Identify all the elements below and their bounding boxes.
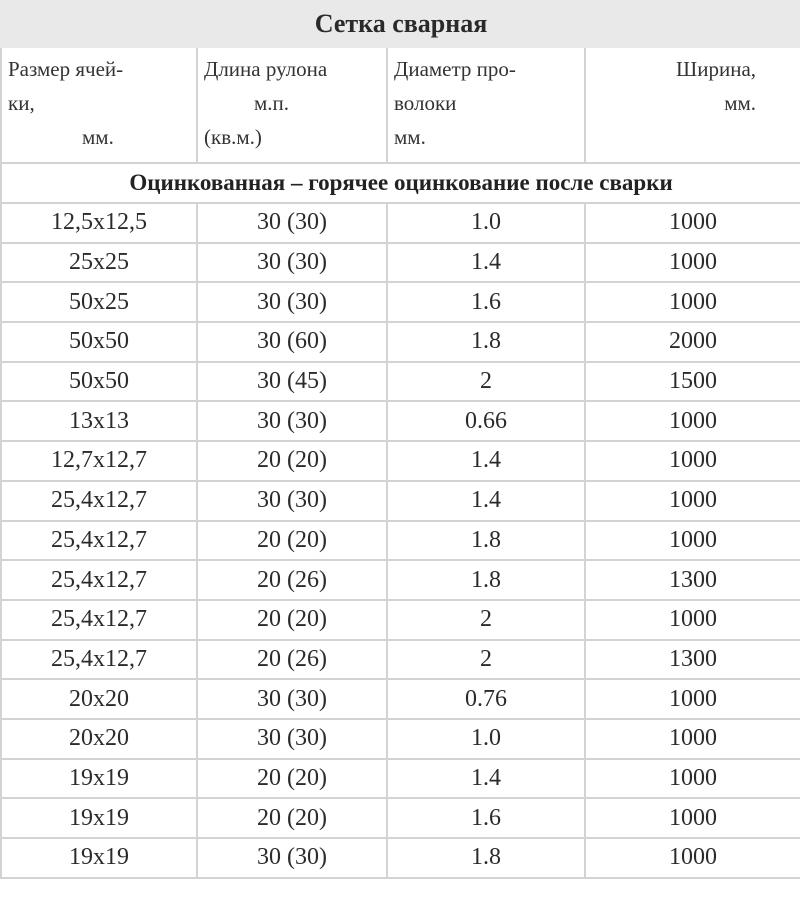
- table-row: [1, 759, 800, 799]
- cell-roll-length: 20 (26): [197, 640, 387, 680]
- cell-roll-length: 20 (20): [197, 759, 387, 799]
- cell-wire-diameter: 1.8: [387, 838, 585, 878]
- table-row: [1, 243, 800, 283]
- header-line: Диаметр про-: [394, 57, 516, 81]
- cell-width: 1300: [585, 640, 800, 680]
- cell-width: 1000: [585, 600, 800, 640]
- table-row: [1, 282, 800, 322]
- cell-wire-diameter: 1.4: [387, 441, 585, 481]
- cell-wire-diameter: 1.4: [387, 481, 585, 521]
- header-line: Длина рулона: [204, 57, 328, 81]
- cell-width: 1000: [585, 679, 800, 719]
- header-line: мм.: [724, 91, 757, 115]
- table-row: [1, 481, 800, 521]
- table-title: Сетка сварная: [1, 1, 800, 47]
- table-row: [1, 322, 800, 362]
- cell-width: 1500: [585, 362, 800, 402]
- section-title: Оцинкованная – горячее оцинкование после сварки: [1, 163, 800, 203]
- cell-width: 1000: [585, 521, 800, 561]
- cell-roll-length: 30 (30): [197, 282, 387, 322]
- cell-size: 12,5x12,5: [1, 203, 197, 243]
- cell-wire-diameter: 1.4: [387, 759, 585, 799]
- header-cell-size: [1, 47, 197, 163]
- cell-roll-length: 30 (60): [197, 322, 387, 362]
- cell-width: 1000: [585, 719, 800, 759]
- cell-size: 20x20: [1, 719, 197, 759]
- cell-width: 1000: [585, 441, 800, 481]
- table-row: [1, 203, 800, 243]
- cell-width: 1000: [585, 243, 800, 283]
- cell-size: 12,7x12,7: [1, 441, 197, 481]
- cell-size: 25x25: [1, 243, 197, 283]
- cell-wire-diameter: 2: [387, 600, 585, 640]
- table-row: [1, 401, 800, 441]
- cell-size: 50x50: [1, 322, 197, 362]
- header-line: мм.: [82, 125, 114, 149]
- cell-roll-length: 30 (45): [197, 362, 387, 402]
- header-wire-diameter: [387, 47, 585, 163]
- cell-wire-diameter: 1.0: [387, 203, 585, 243]
- cell-width: 1000: [585, 282, 800, 322]
- cell-wire-diameter: 1.6: [387, 282, 585, 322]
- table-row: [1, 798, 800, 838]
- cell-roll-length: 30 (30): [197, 203, 387, 243]
- cell-size: 19x19: [1, 798, 197, 838]
- table-row: [1, 838, 800, 878]
- cell-roll-length: 20 (20): [197, 600, 387, 640]
- header-line: (кв.м.): [204, 125, 262, 149]
- cell-wire-diameter: 1.6: [387, 798, 585, 838]
- header-line: м.п.: [254, 91, 290, 115]
- table-body: [1, 1, 800, 878]
- header-line: мм.: [394, 125, 426, 149]
- cell-wire-diameter: 0.66: [387, 401, 585, 441]
- table-row: [1, 600, 800, 640]
- cell-wire-diameter: 1.8: [387, 560, 585, 600]
- table-title-row: [1, 1, 800, 47]
- table-row: [1, 362, 800, 402]
- header-roll-length: [197, 47, 387, 163]
- cell-size: 50x25: [1, 282, 197, 322]
- table-row: [1, 719, 800, 759]
- header-row: [1, 47, 800, 163]
- cell-width: 2000: [585, 322, 800, 362]
- cell-size: 13x13: [1, 401, 197, 441]
- cell-size: 20x20: [1, 679, 197, 719]
- cell-width: 1000: [585, 401, 800, 441]
- cell-wire-diameter: 2: [387, 362, 585, 402]
- cell-roll-length: 30 (30): [197, 719, 387, 759]
- cell-size: 25,4x12,7: [1, 560, 197, 600]
- cell-wire-diameter: 2: [387, 640, 585, 680]
- cell-roll-length: 20 (20): [197, 521, 387, 561]
- cell-width: 1000: [585, 798, 800, 838]
- cell-roll-length: 20 (26): [197, 560, 387, 600]
- header-line: Размер ячей-: [8, 57, 124, 81]
- cell-roll-length: 20 (20): [197, 798, 387, 838]
- cell-wire-diameter: 0.76: [387, 679, 585, 719]
- cell-wire-diameter: 1.4: [387, 243, 585, 283]
- cell-width: 1000: [585, 838, 800, 878]
- cell-size: 19x19: [1, 838, 197, 878]
- cell-width: 1300: [585, 560, 800, 600]
- cell-roll-length: 20 (20): [197, 441, 387, 481]
- cell-wire-diameter: 1.8: [387, 322, 585, 362]
- table-row: [1, 441, 800, 481]
- header-line: ки,: [8, 91, 35, 115]
- cell-size: 50x50: [1, 362, 197, 402]
- table-row: [1, 521, 800, 561]
- cell-size: 25,4x12,7: [1, 640, 197, 680]
- cell-width: 1000: [585, 203, 800, 243]
- cell-width: 1000: [585, 759, 800, 799]
- cell-roll-length: 30 (30): [197, 401, 387, 441]
- header-line: Ширина,: [676, 57, 757, 81]
- cell-wire-diameter: 1.0: [387, 719, 585, 759]
- cell-roll-length: 30 (30): [197, 481, 387, 521]
- cell-size: 25,4x12,7: [1, 481, 197, 521]
- cell-size: 19x19: [1, 759, 197, 799]
- cell-size: 25,4x12,7: [1, 600, 197, 640]
- section-row: [1, 163, 800, 203]
- header-line: волоки: [394, 91, 457, 115]
- cell-size: 25,4x12,7: [1, 521, 197, 561]
- cell-width: 1000: [585, 481, 800, 521]
- table-row: [1, 640, 800, 680]
- table-row: [1, 679, 800, 719]
- cell-roll-length: 30 (30): [197, 838, 387, 878]
- table-row: [1, 560, 800, 600]
- cell-roll-length: 30 (30): [197, 679, 387, 719]
- header-width: [585, 47, 800, 163]
- cell-roll-length: 30 (30): [197, 243, 387, 283]
- cell-wire-diameter: 1.8: [387, 521, 585, 561]
